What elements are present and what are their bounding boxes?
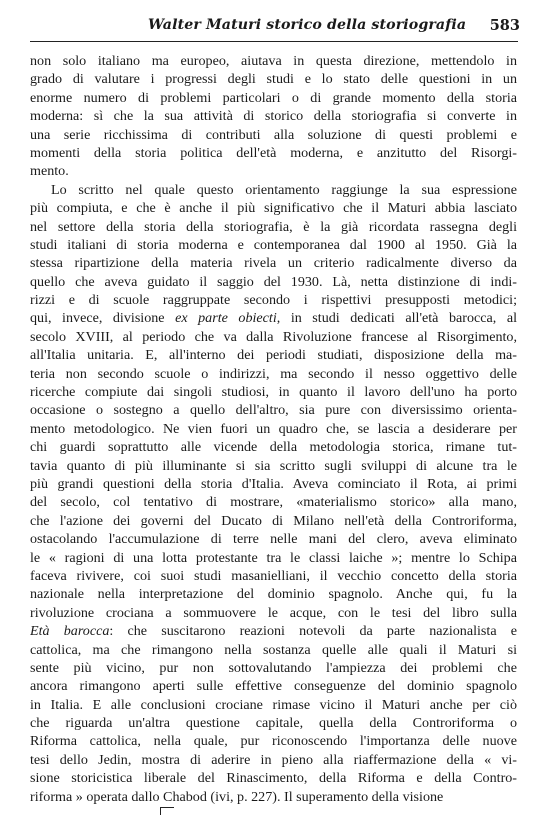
text-line: enorme numero di problemi particolari o di grande momento della storia (30, 89, 517, 106)
text-line: più grandi questioni della storia d'Italia. Aveva cominciato il Rota, ai primi (30, 475, 517, 492)
header-rule (30, 41, 518, 42)
text-line: nazionale nella interpretazione del dominio spagnolo. Anche qui, fu la (30, 586, 517, 603)
text-line: che riguarda un'altra questione capitale, quella della Controriforma o (30, 715, 517, 732)
text-line: rivoluzione crociana a sommuovere le acque, con le tesi del libro sulla (30, 604, 517, 621)
text-line: che l'azione dei governi del Ducato di Milano nell'età della Controriforma, (30, 512, 517, 529)
text-line: in Italia. E alle conclusioni crociane rimase vicino il Maturi anche per ciò (30, 696, 517, 713)
text-line: ostacolando l'accumulazione di terre nelle mani del clero, aveva eliminato (30, 531, 517, 548)
text-line: ricerche compiute dai singoli studiosi, in quanto il lavoro dell'uno ha porto (30, 384, 517, 401)
text-line: qui, invece, divisione ex parte obiecti, in studi dedicati all'età barocca, al (30, 310, 517, 327)
text-line: faceva rivivere, coi suoi studi masanielliani, il vecchio concetto della storia (30, 567, 517, 584)
text-line: sione storicistica liberale del Rinascimento, della Riforma e della Contro- (30, 770, 517, 787)
text-line: sente più vicino, pur non sottovalutando l'ampiezza dei problemi che (30, 659, 517, 676)
text-line: nel settore della storia della storiografia, è la già ricordata rassegna degli (30, 218, 517, 235)
text-line: tavia quanto di più illuminante si sia scritto sugli sviluppi di alcune tra le (30, 457, 517, 474)
text-line: chi guardi soprattutto alle vicende della metodologia storica, rimane tut- (30, 439, 517, 456)
text-line: Età barocca: che suscitarono reazioni notevoli da parte nazionalista e (30, 623, 517, 640)
text-line: non solo italiano ma europeo, aiutava in questa direzione, mettendolo in (30, 53, 517, 69)
page-number: 583 (489, 17, 520, 34)
text-line: stessa ripartizione della materia rivela un criterio radicalmente diverso da (30, 255, 517, 272)
text-line: rizzi e di scuole raggruppate secondo i rispettivi presupposti metodici; (30, 292, 517, 309)
text-line: all'Italia unitaria. E, all'interno dei periodi studiati, disposizione della ma- (30, 347, 517, 364)
body-text (30, 52, 517, 806)
running-title: Walter Maturi storico della storiografia (148, 17, 467, 33)
text-line: teria non secondo scuole o indirizzi, ma secondo il nesso oggettivo delle (30, 365, 517, 382)
text-line: momenti della storia politica dell'età moderna, e anzitutto del Risorgi- (30, 144, 517, 161)
text-line: occasione o sostegno a quello dell'altro, sia pure con diversissimo orienta- (30, 402, 517, 419)
text-line: moderna: sì che la sua attività di storico della storiografia si converte in (30, 108, 517, 125)
text-line: grado di valutare i progressi degli studi e lo stato delle questioni in un (30, 71, 517, 88)
running-header (30, 17, 520, 39)
paragraph (30, 181, 517, 806)
paragraph (30, 52, 517, 181)
text-line: Lo scritto nel quale questo orientamento raggiunge la sua espressione (51, 181, 517, 198)
pencil-mark (160, 807, 174, 815)
text-line: secolo XVIII, al periodo che va dalla Rivoluzione francese al Risorgimento, (30, 328, 517, 345)
text-line: del secolo, col tentativo di mostrare, «materialismo storico» alla mano, (30, 494, 517, 511)
text-line: le « ragioni di una lotta protestante tra le classi laiche »; mentre lo Schipa (30, 549, 517, 566)
text-line: tesi dello Jedin, mostra di aderire in pieno alla riaffermazione della « vi- (30, 751, 517, 768)
text-line: cattolica, ma che rimangono nella sostanza quelle alle quali il Maturi si (30, 641, 517, 658)
text-line: ancora rimangono aperti sulle effettive conseguenze del dominio spagnolo (30, 678, 517, 695)
text-line: più compiuta, e che è anche il più significativo che il Maturi abbia lasciato (30, 200, 517, 217)
text-line: riforma » operata dallo Chabod (ivi, p. 227). Il superamento della visione (30, 788, 444, 805)
text-line: studi italiani di storia moderna e contemporanea dal 1900 al 1950. Già la (30, 236, 517, 253)
text-line: mento metodologico. Ne vien fuori un quadro che, se lascia a desiderare per (30, 420, 517, 437)
text-line: una serie ricchissima di contributi alla soluzione di questi problemi e (30, 126, 517, 143)
text-line: mento. (30, 163, 69, 180)
text-line: Riforma cattolica, nella quale, pur riconoscendo l'importanza delle nuove (30, 733, 517, 750)
text-line: quello che aveva guidato il saggio del 1930. Là, netta distinzione di indi- (30, 273, 517, 290)
